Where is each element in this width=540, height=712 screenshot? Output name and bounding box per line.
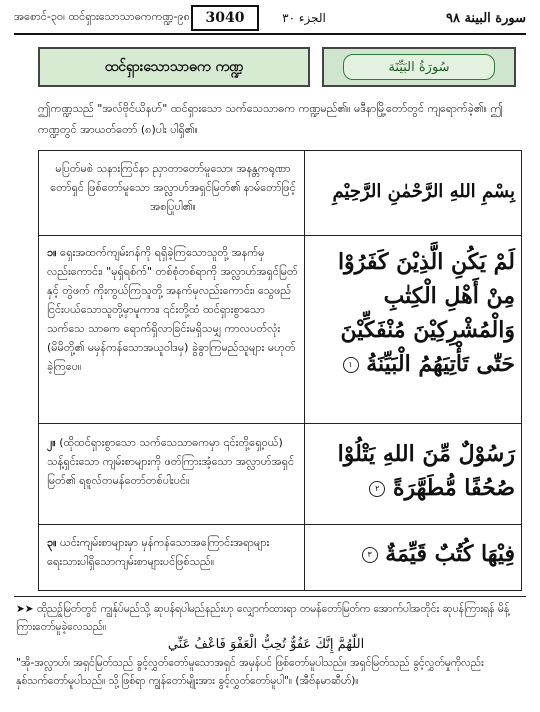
page-number: 3040 (191, 5, 259, 31)
surah-title-banner (322, 47, 516, 87)
row-divider (39, 423, 521, 424)
row-divider (39, 524, 521, 525)
chapter-intro: ဤကဏ္ဍသည် "အလ်ဗိုင်ယိနဟ်" ထင်ရှားသော သက်သေသာဓက ကဏ္ဍမည်၏။ မဒီနာမြို့တော်တွင် ကျရောက်ခဲ့၏။ ဤကဏ္ဍတွင် အာယတ်တော် (၈)ပါး ပါရှိ၏။ (38, 102, 504, 136)
verse-number: ၂။ (47, 436, 56, 449)
surah-title-ornament: سُورَةُ البَيِّنَة (343, 54, 495, 80)
verse-number: ၃။ (47, 536, 57, 549)
verse-table (38, 150, 522, 591)
page-header (14, 4, 526, 32)
verse-arabic (311, 537, 515, 571)
verse-text: ရှေးအထက်ကျမ်းဂန်ကို ရရှိခဲ့ကြသောသူတို့ အနက်မှလည်းကောင်း၊ "မုရှ်ရစ်က်" တစ်စုံတစ်ရာကို အလ္လာဟ်အရှင်မြတ်နှင့် တွဲဖက် ကိုးကွယ်ကြသူတို့ အနက်မှလည်းကောင်း၊ သွေဖည် ငြင်းပယ်သောသူတို့မှာမူကား၊ ၎င်းတို့ထံ ထင်ရှားစွာသော သက်သေ သာဓက ရောက်ရှိလာခြင်းမရှိသမျှ ကာလပတ်လုံး (မိမိတို့၏ မမှန်ကန်သောအယူဝါဒမှ) ခွဲခွာကြမည်သူများ မဟုတ်ခဲ့ကြပေ။ (47, 246, 298, 373)
chapter-title: ထင်ရှားသောသာဓက ကဏ္ဍ (38, 47, 310, 87)
title-row (38, 47, 516, 87)
footnote-note (16, 600, 516, 636)
ayah-number-icon: ٢ (369, 481, 385, 497)
footer-divider (14, 596, 526, 597)
juz-label: الجزء ٣٠ (282, 11, 326, 25)
row-divider (39, 235, 521, 236)
verse-text: ယင်းကျမ်းစာများမှာ မှန်ကန်သောအကြောင်းအရာများရေးသားပါရှိသောကျမ်းစာများပင်ဖြစ်သည်။ (47, 536, 270, 568)
verse-arabic (311, 245, 515, 381)
verse-translation: မပြတ်မစဲ သနားကြင်နာ ညှာတာတော်မူသော၊ အနန္တကရုဏာတော်ရှင် ဖြစ်တော်မူသော အလ္လာဟ်အရှင်မြတ်၏ နာမ်တော်ဖြင့် အစပြုပါ၏။ (50, 162, 296, 213)
header-chapter-info: အစောင်-၃၀၊ ထင်ရှားသောသာဓကကဏ္ဍ-၉၈ (14, 10, 190, 23)
verse-translation (47, 243, 299, 376)
footnote-text: ထိုညဉ့်မြတ်တွင် ကျွန်ုပ်မည်သို့ ဆုပန်ရပါမည်နည်းဟု လျှောက်ထားရာ တမန်တော်မြတ်က အောက်ပါအတိုင်း ဆုပန်ကြားရန် မိန့်ကြားတော်မူခဲ့လေသည်။ (16, 603, 510, 633)
arabic-text: فِيْهَا كُتُبٌ قَيِّمَةٌ (385, 541, 515, 567)
verse-translation (47, 433, 299, 490)
arabic-text: رَسُوْلٌ مِّنَ اللهِ يَتْلُوْا صُحُفًا مُّطَهَّرَةً (337, 441, 515, 501)
verse-number: ၁။ (47, 246, 57, 259)
footnote (16, 600, 516, 690)
dua-arabic: اللّٰهُمَّ إِنَّكَ عَفُوٌّ تُحِبُّ الْعَفْوَ فَاعْفُ عَنِّي (167, 637, 365, 652)
verse-text: (ထိုထင်ရှားစွာသော သက်သေသာဓကမှာ ၎င်းတို့ရှေ့ဝယ်) သန့်ရှင်းသော ကျမ်းစာများကို ဖတ်ကြားအံ့သော အလ္လာဟ်အရှင်မြတ်၏ ရစူလ်တမန်တော်တစ်ပါးပင်။ (47, 436, 295, 487)
basmala-arabic: بِسْمِ اللهِ الرَّحْمٰنِ الرَّحِيْمِ (332, 181, 515, 202)
ayah-number-icon: ١ (343, 357, 359, 373)
dua-translation: "အို-အလ္လာဟ်၊ အရှင်မြတ်သည် ခွင့်လွှတ်တော်မူသောအရှင် အမှန်ပင် ဖြစ်တော်မူပါသည်။ အရှင်မြတ်သည် ခွင့်လွှတ်မှုကိုလည်း နှစ်သက်တော်မူပါသည်။ သို့ဖြစ်ရာ ကျွန်တော်မျိုးအား ခွင့်လွှတ်တော်မူပါ"။ (အီဗ်နမာဆီဟ်)။ (16, 657, 484, 687)
header-divider (14, 33, 526, 35)
arabic-text: لَمْ يَكُنِ الَّذِيْنَ كَفَرُوْا مِنْ أَهْلِ الْكِتٰبِ وَالْمُشْرِكِيْنَ مُنْفَكِّيْنَ حَتّٰى تَأْتِيَهُمُ الْبَيِّنَةُ (337, 249, 515, 377)
double-arrow-icon: ➤➤ (16, 603, 34, 615)
ayah-number-icon: ٣ (362, 547, 378, 563)
verse-arabic (311, 437, 515, 505)
verse-translation (47, 533, 299, 571)
surah-label: سورة البينة ٩٨ (445, 10, 526, 26)
